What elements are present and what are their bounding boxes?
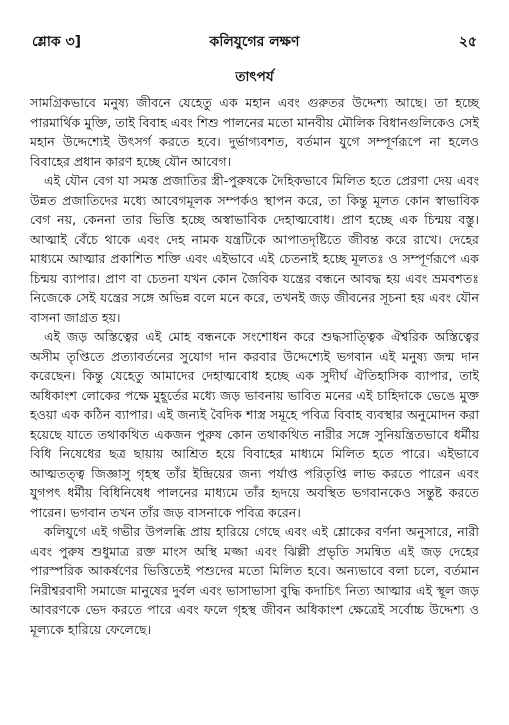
page-header — [30, 28, 479, 52]
purport-heading: তাৎপর্য — [235, 69, 274, 85]
paragraph: কলিযুগে এই গভীর উপলব্ধি প্রায় হারিয়ে গেছে এবং এই শ্লোকের বর্ণনা অনুসারে, নারী এবং পুরুষ শুধুমাত্র রক্ত মাংস অস্থি মজ্জা এবং ঝিল্লী প্রভৃতি সমন্বিত এই জড় দেহের পারস্পরিক আকর্ষণের ভিত্তিতেই পশুদের মতো মিলিত হবে। অন্যভাবে বলা চলে, বর্তমান নিরীশ্বরবাদী সমাজে মানুষের দুর্বল এবং ভাসাভাসা বুদ্ধি কদাচিৎ নিত্য আত্মার এই স্থূল জড় আবরণকে ভেদ করতে পারে এবং ফলে গৃহস্থ জীবন অধিকাংশ ক্ষেত্রেই সর্বোচ্চ উদ্দেশ্য ও মূল্যকে হারিয়ে ফেলেছে। — [30, 524, 479, 637]
paragraph: এই যৌন বেগ যা সমস্ত প্রজাতির স্ত্রী-পুরুষকে দৈহিকভাবে মিলিত হতে প্রেরণা দেয় এবং উন্নত প্রজাতিদের মধ্যে আবেগমূলক সম্পর্কও স্থাপন করে, তা কিন্তু মূলত কোন স্বাভাবিক বেগ নয়, কেননা তার ভিত্তি হচ্ছে অস্বাভাবিক দেহাত্মবোধ। প্রাণ হচ্ছে এক চিন্ময় বস্তু। আত্মাই বেঁচে থাকে এবং দেহ নামক যন্ত্রটিকে আপাতদৃষ্টিতে জীবন্ত করে রাখে। দেহের মাধ্যমে আত্মার প্রকাশিত শক্তি এবং এইভাবে এই চেতনাই হচ্ছে মূলতঃ ও সম্পূর্ণরূপে এক চিন্ময় ব্যাপার। প্রাণ বা চেতনা যখন কোন জৈবিক যন্ত্রের বন্ধনে আবদ্ধ হয় এবং ভ্রমবশতঃ নিজেকে সেই যন্ত্রের সঙ্গে অভিন্ন বলে মনে করে, তখনই জড় জীবনের সূচনা হয় এবং যৌন বাসনা জাগ্রত হয়। — [30, 173, 479, 325]
chapter-title: কলিযুগের লক্ষণ — [209, 34, 300, 50]
paragraph: সামগ্রিকভাবে মনুষ্য জীবনে যেহেতু এক মহান এবং গুরুতর উদ্দেশ্য আছে। তা হচ্ছে পারমার্থিক মুক্তি, তাই বিবাহ এবং শিশু পালনের মতো মানবীয় মৌলিক বিধানগুলিকেও সেই মহান উদ্দেশ্যেই উৎসর্গ করতে হবে। দুর্ভাগ্যবশত, বর্তমান যুগে সম্পূর্ণরূপে না হলেও বিবাহের প্রধান কারণ হচ্ছে যৌন আবেগ। — [30, 95, 479, 169]
paragraph: এই জড় অস্তিত্বের এই মোহ বন্ধনকে সংশোধন করে শুদ্ধসাত্ত্বিক ঐশ্বরিক অস্তিত্বের অসীম তৃপ্তিতে প্রত্যাবর্তনের সুযোগ দান করবার উদ্দেশ্যেই ভগবান এই মনুষ্য জন্ম দান করেছেন। কিন্তু যেহেতু আমাদের দেহাত্মবোধ হচ্ছে এক সুদীর্ঘ ঐতিহাসিক ব্যাপার, তাই অধিকাংশ লোকের পক্ষে মুহূর্তের মধ্যে জড় ভাবনায় ভাবিত মনের এই চাহিদাকে ভেঙে মুক্ত হওয়া এক কঠিন ব্যাপার। এই জন্যই বৈদিক শাস্ত্র সমূহে পবিত্র বিবাহ ব্যবস্থার অনুমোদন করা হয়েছে যাতে তথাকথিত একজন পুরুষ কোন তথাকথিত নারীর সঙ্গে সুনিয়ন্ত্রিতভাবে ধর্মীয় বিধি নিষেধের ছত্র ছায়ায় আশ্রিত হয়ে বিবাহের মাধ্যমে মিলিত হতে পারে। এইভাবে আত্মতত্ত্ব জিজ্ঞাসু গৃহস্থ তাঁর ইন্দ্রিয়ের জন্য পর্যাপ্ত পরিতৃপ্তি লাভ করতে পারেন এবং যুগপৎ ধর্মীয় বিধিনিষেধ পালনের মাধ্যমে তাঁর হৃদয়ে অবস্থিত ভগবানকেও সন্তুষ্ট করতে পারেন। ভগবান তখন তাঁর জড় বাসনাকে পবিত্র করেন। — [30, 329, 479, 520]
purport-body — [30, 93, 479, 639]
page-number: ২৫ — [458, 34, 477, 50]
verse-reference: শ্লোক ৩] — [32, 34, 82, 50]
